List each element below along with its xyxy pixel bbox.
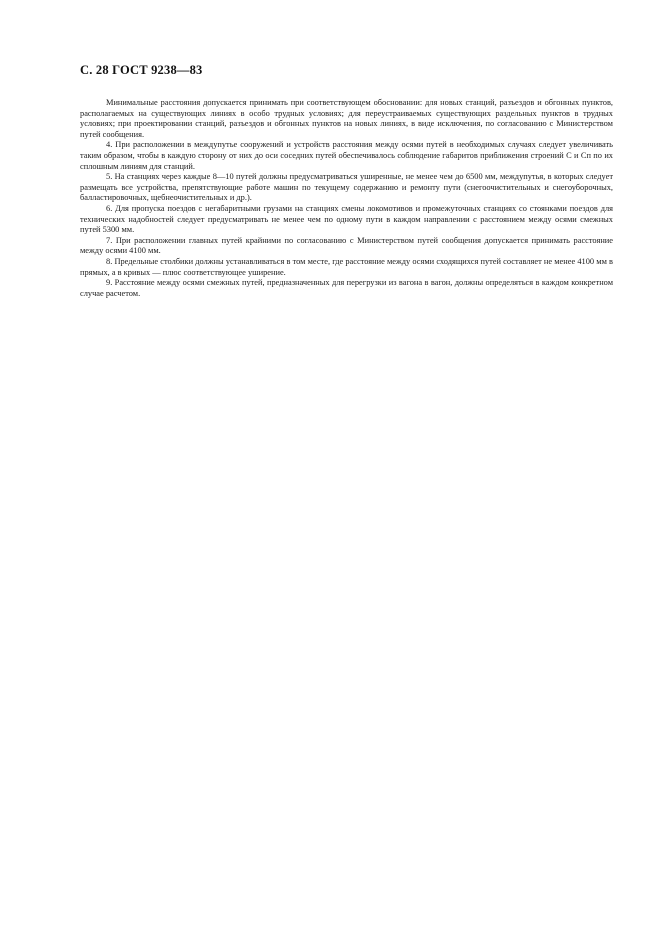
paragraph-item-9: 9. Расстояние между осями смежных путей, предназначенных для перегрузки из вагона в вагон, должны определяться в каждом конкретном случае расчетом. [80, 278, 613, 298]
paragraph-item-5: 5. На станциях через каждые 8—10 путей должны предусматриваться уширенные, не менее чем до 6500 мм, междупутья, в которых следует размещать все устройства, препятствующие работе машин по текущему содержанию и ремонту пути (снегоочистительных и снегоуборочных, балластировочных, щебнеочистительных и др.). [80, 172, 613, 203]
body-text [80, 98, 613, 299]
paragraph-item-7: 7. При расположении главных путей крайними по согласованию с Министерством путей сообщения допускается принимать расстояние между осями 4100 мм. [80, 235, 613, 256]
paragraph-item-4: 4. При расположении в междупутье сооружений и устройств расстояния между осями путей в необходимых случаях следует увеличивать таким образом, чтобы в каждую сторону от них до оси соседних путей обеспечивалось соблюдение габаритов приближения строений С и Сп по их сплошным линиям для станций. [80, 140, 613, 171]
paragraph-item-6: 6. Для пропуска поездов с негабаритными грузами на станциях смены локомотивов и промежуточных станциях со стоянками поездов для технических надобностей следует предусматривать не менее чем по одному пути в каждом направлении с расстоянием между осями смежных путей 5300 мм. [80, 203, 613, 235]
paragraph-item-8: 8. Предельные столбики должны устанавливаться в том месте, где расстояние между осями сходящихся путей составляет не менее 4100 мм в прямых, а в кривых — плюс соответствующее уширение. [80, 256, 613, 277]
page-header: С. 28 ГОСТ 9238—83 [80, 63, 203, 77]
paragraph-minimum-distances: Минимальные расстояния допускается принимать при соответствующем обосновании: для новых станций, разъездов и обгонных пунктов, располагаемых на существующих линиях в особо трудных условиях; для переустраиваемых существующих раздельных пунктов в трудных условиях; при проектировании станций, разъездов и обгонных пунктов на новых линиях, в виде исключения, по согласованию с Министерством путей сообщения. [80, 98, 613, 139]
